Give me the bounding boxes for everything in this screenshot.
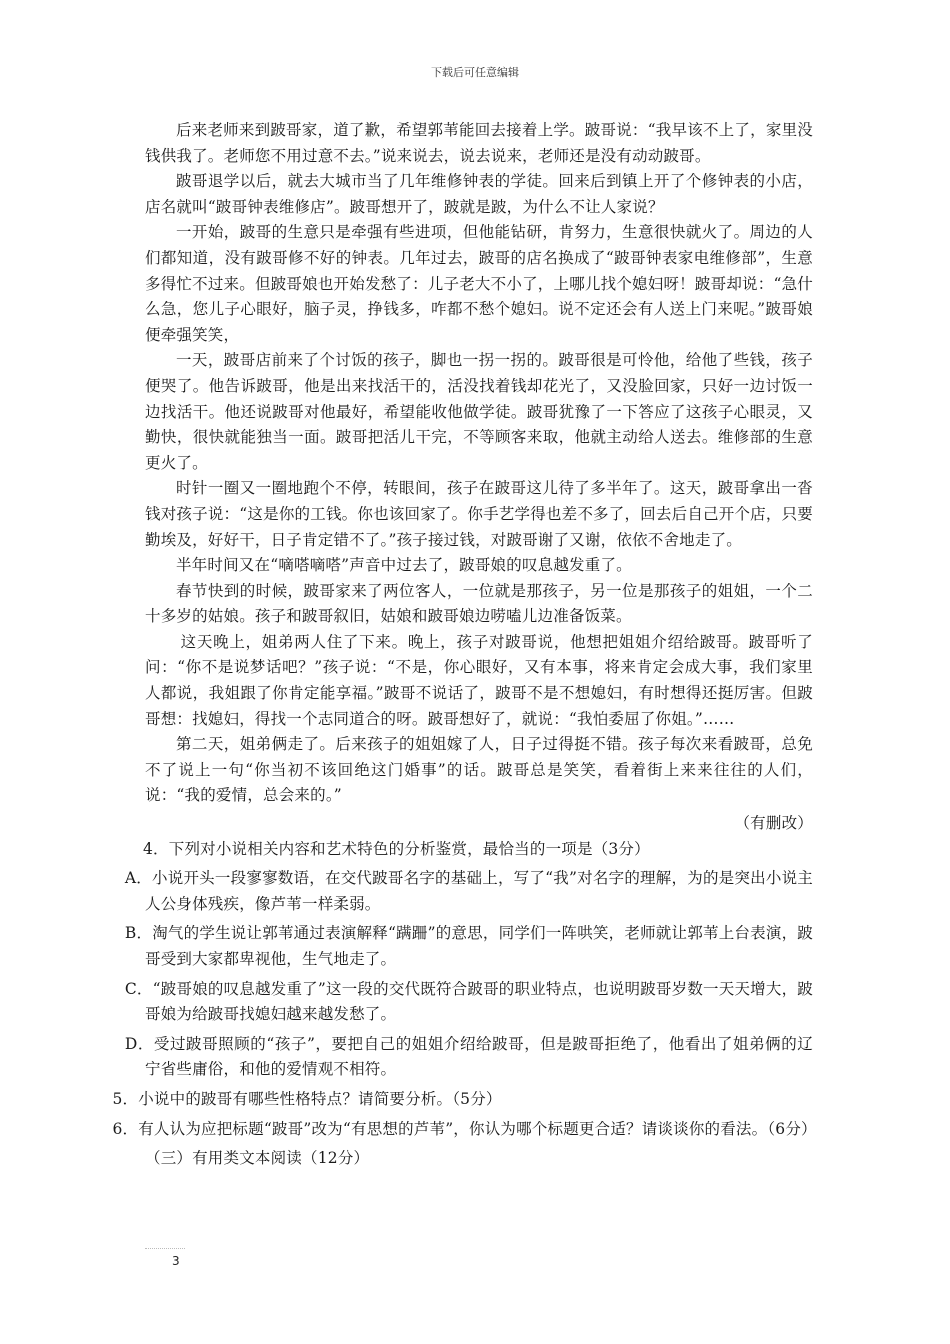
question-4-option-c: C．“跛哥娘的叹息越发重了”这一段的交代既符合跛哥的职业特点，也说明跛哥岁数一天天增大，跛哥娘为给跛哥找媳妇越来越发愁了。 xyxy=(124,979,813,1024)
story-paragraph: 时针一圈又一圈地跑个不停，转眼间，孩子在跛哥这儿待了多半年了。这天，跛哥拿出一沓钱对孩子说：“这是你的工钱。你也该回家了。你手艺学得也差不多了，回去后自己开个店，只要勤埃及，好好干，日子肯定错不了。”孩子接过钱，对跛哥谢了又谢，依依不舍地走了。 xyxy=(145,479,813,549)
story-paragraph: 一天，跛哥店前来了个讨饭的孩子，脚也一拐一拐的。跛哥很是可怜他，给他了些钱，孩子便哭了。他告诉跛哥，他是出来找活干的，活没找着钱却花光了，又没脸回家，只好一边讨饭一边找活干。他还说跛哥对他最好，希望能收他做学徒。跛哥犹豫了一下答应了这孩子心眼灵，又勤快，很快就能独当一面。跛哥把活儿干完，不等顾客来取，他就主动给人送去。维修部的生意更火了。 xyxy=(145,351,813,472)
footer-divider xyxy=(145,1248,185,1249)
question-4-option-a: A．小说开头一段寥寥数语，在交代跛哥名字的基础上，写了“我”对名字的理解，为的是突出小说主人公身体残疾，像芦苇一样柔弱。 xyxy=(124,869,813,913)
section-heading: （三）有用类文本阅读（12分） xyxy=(145,1149,370,1168)
story-paragraph: 第二天，姐弟俩走了。后来孩子的姐姐嫁了人，日子过得挺不错。孩子每次来看跛哥，总免不了说上一句“你当初不该回绝这门婚事”的话。跛哥总是笑笑，看着街上来来往往的人们，说：“我的爱情，总会来的。” xyxy=(145,735,813,805)
story-paragraph: 跛哥退学以后，就去大城市当了几年维修钟表的学徒。回来后到镇上开了个修钟表的小店，店名就叫“跛哥钟表维修店”。跛哥想开了，跛就是跛，为什么不让人家说？ xyxy=(145,172,813,216)
question-5: 5．小说中的跛哥有哪些性格特点？请简要分析。（5分） xyxy=(112,1089,502,1108)
story-paragraph: 半年时间又在“嘀嗒嘀嗒”声音中过去了，跛哥娘的叹息越发重了。 xyxy=(176,556,632,575)
source-note: （有删改） xyxy=(734,814,813,833)
question-4-option-d: D．受过跛哥照顾的“孩子”，要把自己的姐姐介绍给跛哥，但是跛哥拒绝了，他看出了姐弟俩的辽宁省些庸俗，和他的爱情观不相符。 xyxy=(124,1034,813,1079)
story-paragraph: 这天晚上，姐弟两人住了下来。晚上，孩子对跛哥说，他想把姐姐介绍给跛哥。跛哥听了问：“你不是说梦话吧？”孩子说：“不是，你心眼好，又有本事，将来肯定会成大事，我们家里人都说，我姐跟了你肯定能享福。”跛哥不说话了，跛哥不是不想媳妇，有时想得还挺厉害。但跛哥想：找媳妇，得找一个志同道合的呀。跛哥想好了，就说：“我怕委屈了你姐。”…… xyxy=(145,632,813,728)
question-6: 6．有人认为应把标题“跛哥”改为“有思想的芦苇”，你认为哪个标题更合适？请谈谈你的看法。（6分） xyxy=(112,1119,817,1138)
question-4-option-b: B．淘气的学生说让郭苇通过表演解释“蹒跚”的意思，同学们一阵哄笑，老师就让郭苇上台表演，跛哥受到大家都卑视他，生气地走了。 xyxy=(124,924,813,968)
question-4-title: 4．下列对小说相关内容和艺术特色的分析鉴赏，最恰当的一项是（3分） xyxy=(143,839,650,858)
story-paragraph: 后来老师来到跛哥家，道了歉，希望郭苇能回去接着上学。跛哥说：“我早该不上了，家里没钱供我了。老师您不用过意不去。”说来说去，说去说来，老师还是没有动动跛哥。 xyxy=(145,121,813,165)
story-paragraph: 春节快到的时候，跛哥家来了两位客人，一位就是那孩子，另一位是那孩子的姐姐，一个二十多岁的姑娘。孩子和跛哥叙旧，姑娘和跛哥娘边唠嗑儿边准备饭菜。 xyxy=(145,581,813,626)
document-body xyxy=(112,118,817,1172)
page-header: 下载后可任意编辑 xyxy=(431,66,519,79)
story-paragraph: 一开始，跛哥的生意只是牵强有些进项，但他能钻研，肯努力，生意很快就火了。周边的人们都知道，没有跛哥修不好的钟表。几年过去，跛哥的店名换成了“跛哥钟表家电维修部”，生意多得忙不过来。但跛哥娘也开始发愁了：儿子老大不小了，上哪儿找个媳妇呀！跛哥却说：“急什么急，您儿子心眼好，脑子灵，挣钱多，咋都不愁个媳妇。说不定还会有人送上门来呢。”跛哥娘便牵强笑笑， xyxy=(145,223,813,344)
page-number: 3 xyxy=(172,1254,180,1268)
